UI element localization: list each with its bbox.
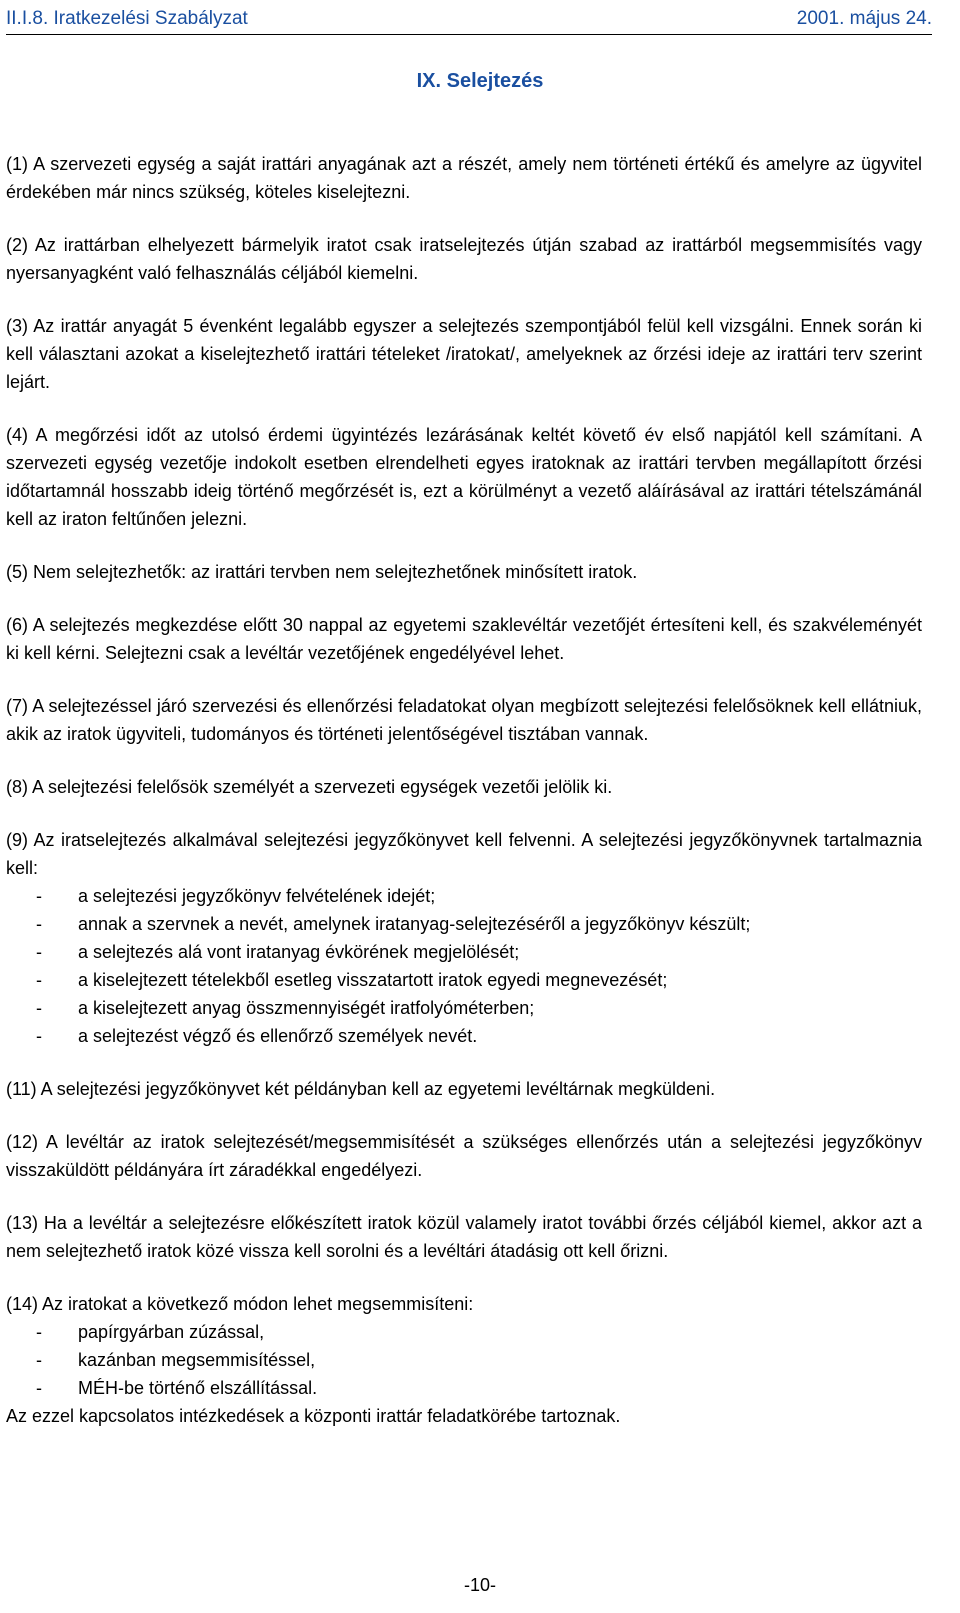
list-item: - a selejtezési jegyzőkönyv felvételének idejét; <box>36 886 436 906</box>
header-date: 2001. május 24. <box>796 8 932 29</box>
list-item: - annak a szervnek a nevét, amelynek iratanyag-selejtezéséről a jegyzőkönyv készült; <box>36 914 751 934</box>
list-item: - a kiselejtezett tételekből esetleg visszatartott iratok egyedi megnevezését; <box>36 970 668 990</box>
paragraph-14: (14) Az iratokat a következő módon lehet megsemmisíteni: <box>6 1294 474 1314</box>
paragraph-2: (2) Az irattárban elhelyezett bármelyik iratot csak iratselejtezés útján szabad az irattárból megsemmisítés vagy nyersanyagként való felhasználás céljából kiemelni. <box>6 235 922 283</box>
paragraph-6: (6) A selejtezés megkezdése előtt 30 nappal az egyetemi szaklevéltár vezetőjét értesíteni kell, és szakvéleményét ki kell kérni. Selejtezni csak a levéltár vezetőjének engedélyével lehet. <box>6 615 922 663</box>
list-item: - a kiselejtezett anyag összmennyiségét iratfolyóméterben; <box>36 998 535 1018</box>
list-item: - papírgyárban zúzással, <box>36 1322 265 1342</box>
destruction-methods-list <box>6 1318 922 1402</box>
list-item: - a selejtezés alá vont iratanyag évkörének megjelölését; <box>36 942 520 962</box>
paragraph-11: (11) A selejtezési jegyzőkönyvet két példányban kell az egyetemi levéltárnak megküldeni. <box>6 1079 716 1099</box>
protocol-contents-list <box>6 882 922 1050</box>
list-item: - MÉH-be történő elszállítással. <box>36 1378 318 1398</box>
paragraph-13: (13) Ha a levéltár a selejtezésre előkészített iratok közül valamely iratot további őrzés céljából kiemel, akkor azt a nem selejtezhető iratok közé vissza kell sorolni és a levéltári átadásig ott kell őrizni. <box>6 1213 922 1261</box>
closing-sentence: Az ezzel kapcsolatos intézkedések a központi irattár feladatkörébe tartoznak. <box>6 1406 621 1426</box>
section-title: IX. Selejtezés <box>416 70 544 92</box>
document-body <box>6 150 922 1430</box>
paragraph-4: (4) A megőrzési időt az utolsó érdemi ügyintézés lezárásának keltét követő év első napjától kell számítani. A szervezeti egység vezetője indokolt esetben elrendelheti egyes iratoknak az irattári tervben megállapított őrzési időtartamnál hosszabb ideig történő megőrzését is, ezt a körülményt a vezető aláírásával az irattári tételszámánál kell az iraton feltűnően jelezni. <box>6 425 922 529</box>
paragraph-7: (7) A selejtezéssel járó szervezési és ellenőrzési feladatokat olyan megbízott selejtezési felelősöknek kell ellátniuk, akik az iratok ügyviteli, tudományos és történeti jelentőségével tisztában vannak. <box>6 696 922 744</box>
paragraph-3: (3) Az irattár anyagát 5 évenként legalább egyszer a selejtezés szempontjából felül kell vizsgálni. Ennek során ki kell választani azokat a kiselejtezhető irattári tételeket /iratokat/, amelyeknek az őrzési ideje az irattári terv szerint lejárt. <box>6 316 922 392</box>
header-document-title: II.I.8. Iratkezelési Szabályzat <box>6 8 248 29</box>
paragraph-8: (8) A selejtezési felelősök személyét a szervezeti egységek vezetői jelölik ki. <box>6 777 613 797</box>
page-number: -10- <box>463 1575 496 1595</box>
paragraph-12: (12) A levéltár az iratok selejtezését/megsemmisítését a szükséges ellenőrzés után a selejtezési jegyzőkönyv visszaküldött példányára írt záradékkal engedélyezi. <box>6 1132 922 1180</box>
paragraph-5: (5) Nem selejtezhetők: az irattári tervben nem selejtezhetőnek minősített iratok. <box>6 562 638 582</box>
list-item: - a selejtezést végző és ellenőrző személyek nevét. <box>36 1026 478 1046</box>
paragraph-1: (1) A szervezeti egység a saját irattári anyagának azt a részét, amely nem történeti értékű és amelyre az ügyvitel érdekében már nincs szükség, köteles kiselejtezni. <box>6 154 922 202</box>
list-item: - kazánban megsemmisítéssel, <box>36 1350 316 1370</box>
page-header <box>6 4 932 35</box>
paragraph-9: (9) Az iratselejtezés alkalmával selejtezési jegyzőkönyvet kell felvenni. A selejtezési jegyzőkönyvnek tartalmaznia kell: <box>6 830 922 878</box>
